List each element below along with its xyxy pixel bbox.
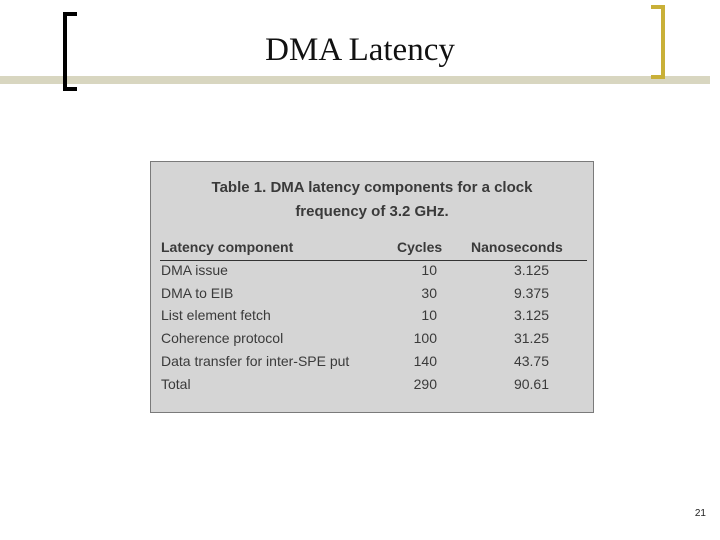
- cell-nanoseconds: 31.25: [513, 330, 549, 346]
- cell-component: Coherence protocol: [161, 330, 284, 346]
- table-row: [151, 262, 593, 284]
- latency-table: [150, 161, 594, 413]
- cell-component: List element fetch: [161, 307, 271, 323]
- cell-nanoseconds: 3.125: [513, 262, 549, 278]
- page-number: 21: [694, 508, 706, 519]
- cell-cycles: 10: [421, 307, 437, 323]
- cell-cycles: 100: [413, 330, 437, 346]
- cell-component: Data transfer for inter-SPE put: [161, 353, 350, 369]
- cell-component: DMA issue: [161, 262, 228, 278]
- slide-title: DMA Latency: [265, 32, 455, 68]
- table-row: [151, 307, 593, 329]
- header-cycles: Cycles: [397, 239, 443, 255]
- header-nanoseconds: Nanoseconds: [471, 239, 563, 255]
- cell-cycles: 30: [421, 285, 437, 301]
- header-latency-component: Latency component: [161, 239, 294, 255]
- cell-nanoseconds: 3.125: [513, 307, 549, 323]
- table-caption-line-1: Table 1. DMA latency components for a clock: [211, 179, 533, 196]
- cell-cycles: 140: [413, 353, 437, 369]
- cell-component: DMA to EIB: [161, 285, 234, 301]
- header-divider-bar: [0, 76, 710, 84]
- table-row: [151, 330, 593, 352]
- cell-component: Total: [161, 376, 191, 392]
- header-rule: [160, 260, 587, 261]
- table-row: [151, 353, 593, 375]
- cell-nanoseconds: 90.61: [513, 376, 549, 392]
- cell-cycles: 10: [421, 262, 437, 278]
- table-caption-line-2: frequency of 3.2 GHz.: [295, 203, 449, 220]
- table-row-total: [151, 376, 593, 398]
- table-row: [151, 285, 593, 307]
- cell-cycles: 290: [413, 376, 437, 392]
- cell-nanoseconds: 43.75: [513, 353, 549, 369]
- cell-nanoseconds: 9.375: [513, 285, 549, 301]
